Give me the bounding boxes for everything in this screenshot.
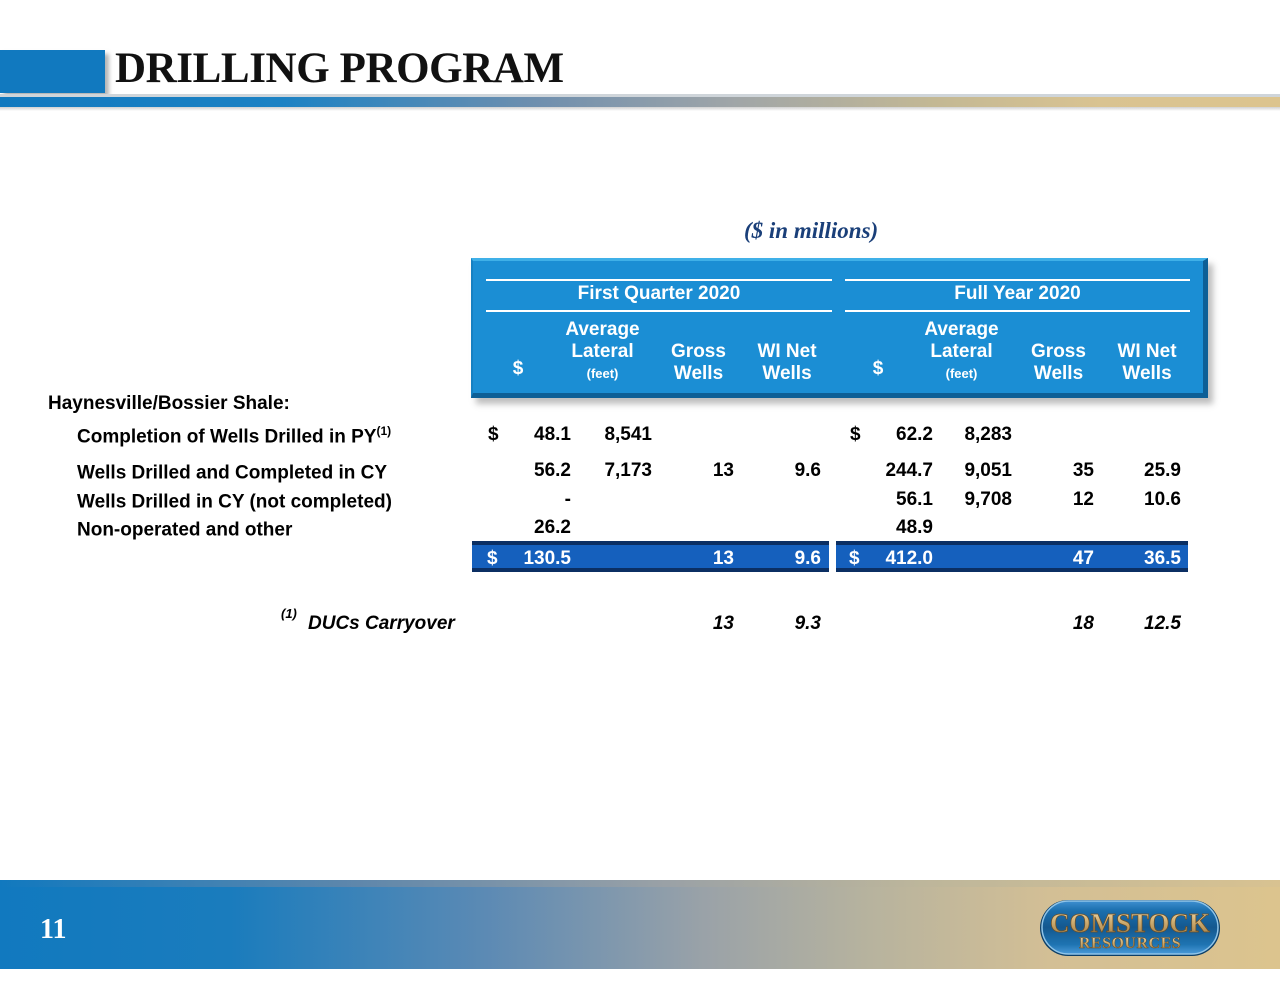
group-title-q1: First Quarter 2020 — [577, 283, 741, 304]
cell-fy-gross: 12 — [1072, 489, 1094, 510]
cell-q1-symbol: $ — [488, 424, 499, 445]
total-fy-symbol: $ — [849, 548, 860, 569]
row-label-text: Non-operated and other — [77, 519, 293, 541]
row-footnote-marker: (1) — [376, 424, 392, 438]
col-head-fy-dollars: $ — [872, 358, 884, 379]
table-row-label — [77, 424, 391, 448]
col-head-q1-winet-line1: WI Net — [757, 341, 817, 362]
ducs-fy-winet: 12.5 — [1144, 613, 1181, 634]
logo-wordmark-primary: COMSTOCK — [1049, 908, 1211, 938]
table-row-label — [77, 517, 292, 541]
title-accent-block — [0, 50, 105, 93]
comstock-resources-logo — [1037, 896, 1223, 960]
cell-q1-gross: 13 — [712, 460, 734, 481]
cell-q1-dollars: 26.2 — [534, 517, 571, 538]
col-head-fy-lateral-line2: Lateral — [930, 341, 993, 362]
ducs-q1-gross: 13 — [712, 613, 734, 634]
table-row-label — [77, 460, 387, 484]
total-fy-gross: 47 — [1072, 548, 1094, 569]
cell-q1-winet: 9.6 — [794, 460, 821, 481]
row-label-text: Completion of Wells Drilled in PY — [77, 426, 377, 448]
ducs-fy-gross: 18 — [1072, 613, 1094, 634]
header-gradient-rule — [0, 97, 1280, 107]
col-head-q1-lateral — [546, 319, 659, 385]
total-q1-gross: 13 — [712, 548, 734, 569]
col-head-fy-lateral — [905, 319, 1018, 385]
group-rule-q1-bottom — [486, 310, 832, 312]
logo-wordmark-secondary: RESOURCES — [1078, 935, 1182, 952]
total-q1-dollars: 130.5 — [523, 548, 571, 569]
group-rule-fy-bottom — [845, 310, 1190, 312]
total-q1-symbol: $ — [487, 548, 498, 569]
cell-fy-dollars: 56.1 — [896, 489, 933, 510]
cell-q1-lateral: 7,173 — [604, 460, 652, 481]
page-number: 11 — [40, 914, 67, 945]
col-head-q1-winet-line2: Wells — [762, 363, 812, 384]
ducs-q1-winet: 9.3 — [794, 613, 821, 634]
total-fy-dollars: 412.0 — [885, 548, 933, 569]
col-head-fy-gross-line1: Gross — [1031, 341, 1086, 362]
cell-fy-winet: 25.9 — [1144, 460, 1181, 481]
section-label: Haynesville/Bossier Shale: — [48, 393, 290, 414]
col-head-q1-gross — [659, 341, 738, 385]
col-head-q1-lateral-line1: Average — [565, 319, 640, 340]
footer-gradient-rule — [0, 880, 1280, 887]
cell-q1-lateral: 8,541 — [604, 424, 652, 445]
table-row-label — [77, 489, 392, 513]
col-head-fy-winet-line1: WI Net — [1117, 341, 1177, 362]
cell-fy-lateral: 8,283 — [964, 424, 1012, 445]
col-head-q1-winet — [741, 341, 833, 385]
col-head-fy-gross-line2: Wells — [1033, 363, 1084, 384]
col-head-q1-dollars: $ — [512, 358, 524, 379]
row-label-text: Wells Drilled in CY (not completed) — [77, 491, 392, 513]
col-head-q1-lateral-line2: Lateral — [571, 341, 634, 362]
cell-fy-winet: 10.6 — [1144, 489, 1181, 510]
col-head-fy-lateral-units: (feet) — [945, 366, 978, 381]
table-header-box — [471, 258, 1208, 398]
col-head-q1-lateral-units: (feet) — [586, 366, 619, 381]
col-head-fy-winet — [1101, 341, 1193, 385]
cell-fy-dollars: 244.7 — [885, 460, 933, 481]
cell-fy-lateral: 9,051 — [964, 460, 1012, 481]
ducs-label: DUCs Carryover — [308, 613, 455, 634]
cell-fy-symbol: $ — [850, 424, 861, 445]
page-title: DRILLING PROGRAM — [115, 45, 564, 92]
header-rule-shadow — [0, 107, 1280, 111]
cell-q1-dollars: - — [564, 489, 571, 510]
total-q1-winet: 9.6 — [794, 548, 821, 569]
group-rule-q1-top — [486, 279, 832, 281]
row-label-text: Wells Drilled and Completed in CY — [77, 462, 388, 484]
slide-header — [0, 0, 1280, 112]
ducs-footnote-marker: (1) — [281, 606, 297, 621]
cell-q1-dollars: 48.1 — [534, 424, 571, 445]
units-note: ($ in millions) — [744, 218, 879, 243]
cell-fy-lateral: 9,708 — [964, 489, 1012, 510]
cell-q1-dollars: 56.2 — [534, 460, 571, 481]
group-rule-fy-top — [845, 279, 1190, 281]
group-title-fy: Full Year 2020 — [954, 283, 1081, 304]
col-head-fy-gross — [1019, 341, 1098, 385]
col-head-q1-gross-line2: Wells — [673, 363, 724, 384]
total-fy-winet: 36.5 — [1144, 548, 1181, 569]
cell-fy-dollars: 62.2 — [896, 424, 933, 445]
col-head-q1-gross-line1: Gross — [671, 341, 726, 362]
col-head-fy-lateral-line1: Average — [924, 319, 999, 340]
cell-fy-gross: 35 — [1072, 460, 1094, 481]
cell-fy-dollars: 48.9 — [896, 517, 933, 538]
col-head-fy-winet-line2: Wells — [1122, 363, 1172, 384]
